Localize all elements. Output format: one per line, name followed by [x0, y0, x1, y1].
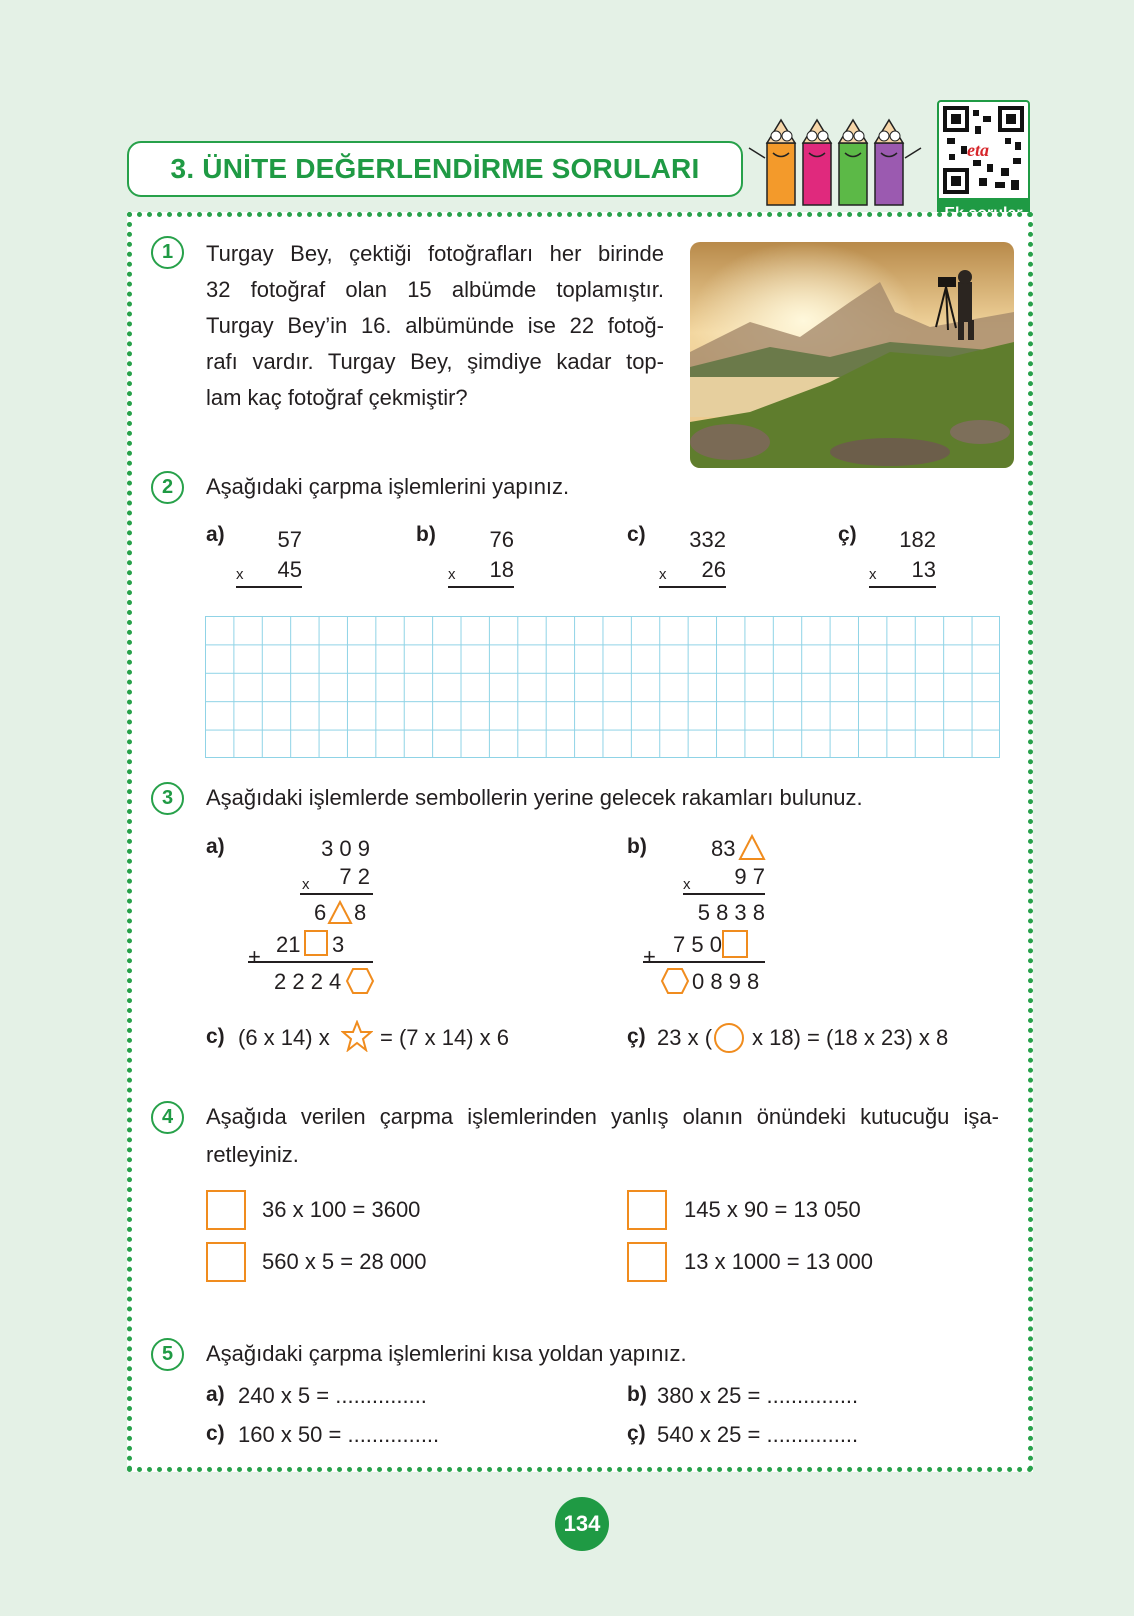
q1-line-4: rafı vardır. Turgay Bey, şimdiye kadar top-	[206, 349, 664, 374]
unit-title-box	[127, 141, 743, 197]
star-symbol	[341, 1020, 373, 1052]
q5-a-expr: 240 x 5 = ...............	[238, 1383, 427, 1408]
q3-b-row2: 9 7	[734, 864, 765, 889]
q3-a-plus: +	[248, 944, 261, 969]
q3-a-x: x	[302, 876, 310, 893]
question-4-line-2: retleyiniz.	[206, 1142, 299, 1167]
q3-b-label: b)	[627, 835, 647, 858]
q3-a-row4-left: 21	[276, 932, 301, 957]
square-symbol	[304, 930, 328, 956]
q2-a-x: x	[236, 566, 244, 583]
q5-b-expr: 380 x 25 = ...............	[657, 1383, 859, 1408]
unit-title: 3. ÜNİTE DEĞERLENDİRME SORULARI	[170, 153, 700, 184]
q3-c-right: = (7 x 14) x 6	[380, 1025, 510, 1050]
q2-c-bottom: 26	[701, 557, 726, 582]
q2-b-line	[448, 586, 514, 588]
q2-cc-line	[869, 586, 936, 588]
q3-a-line1	[300, 893, 373, 895]
working-grid[interactable]	[205, 616, 1000, 758]
q2-a-line	[236, 586, 302, 588]
q3-b-plus: +	[643, 944, 656, 969]
question-number-5: 5	[151, 1338, 184, 1371]
q3-b-row1: 83	[711, 836, 736, 861]
answer-checkbox-3[interactable]	[206, 1242, 246, 1282]
q4-option-1: 36 x 100 = 3600	[262, 1197, 421, 1222]
hexagon-symbol	[345, 967, 375, 995]
q2-cc-bottom: 13	[911, 557, 936, 582]
q1-line-3: Turgay Bey’in 16. albümünde ise 22 fotoğ-	[206, 313, 664, 338]
triangle-symbol	[738, 834, 766, 862]
question-3-text: Aşağıdaki işlemlerde sembollerin yerine gelecek rakamları bulunuz.	[206, 785, 863, 810]
triangle-symbol	[327, 900, 353, 926]
q2-b-bottom: 18	[489, 557, 514, 582]
q1-line-1: Turgay Bey, çektiği fotoğrafları her birinde	[206, 241, 664, 266]
q2-c-line	[659, 586, 726, 588]
q3-a-row3-left: 6	[314, 900, 327, 925]
q3-a-row5: 2 2 2 4	[274, 969, 342, 994]
q3-b-line1	[683, 893, 765, 895]
question-5-text: Aşağıdaki çarpma işlemlerini kısa yoldan yapınız.	[206, 1341, 687, 1366]
pencil-purple	[875, 120, 903, 205]
landscape-image	[690, 242, 1014, 468]
q2-b-label: b)	[416, 523, 436, 546]
q3-cc-label: ç)	[627, 1025, 646, 1048]
q2-cc-label: ç)	[838, 523, 857, 546]
q5-c-label: c)	[206, 1422, 225, 1445]
question-number-2: 2	[151, 471, 184, 504]
q2-cc-top: 182	[899, 527, 936, 552]
q3-cc-left: 23 x (	[657, 1025, 713, 1050]
answer-checkbox-4[interactable]	[627, 1242, 667, 1282]
q5-cc-expr: 540 x 25 = ...............	[657, 1422, 859, 1447]
q5-a-label: a)	[206, 1383, 225, 1406]
q3-b-row4: 7 5 0	[673, 932, 722, 957]
q3-c-label: c)	[206, 1025, 225, 1048]
q3-a-row1: 3 0 9	[321, 836, 370, 861]
q2-b-top: 76	[489, 527, 514, 552]
q3-a-row3-right: 8	[354, 900, 367, 925]
q3-a-row4-right: 3	[332, 932, 345, 957]
question-2-text: Aşağıdaki çarpma işlemlerini yapınız.	[206, 474, 570, 499]
photographer-landscape-photo	[690, 242, 1014, 468]
page-number: 134	[555, 1497, 609, 1551]
answer-checkbox-1[interactable]	[206, 1190, 246, 1230]
q2-c-x: x	[659, 566, 667, 583]
q2-cc-x: x	[869, 566, 877, 583]
pencil-mascots-illustration	[745, 108, 925, 218]
q4-option-2: 145 x 90 = 13 050	[684, 1197, 861, 1222]
q1-line-2: 32 fotoğraf olan 15 albümde toplamıştır.	[206, 277, 664, 302]
q3-b-row3: 5 8 3 8	[697, 900, 765, 925]
q5-c-expr: 160 x 50 = ...............	[238, 1422, 440, 1447]
question-number-4: 4	[151, 1101, 184, 1134]
answer-checkbox-2[interactable]	[627, 1190, 667, 1230]
q3-cc-right: x 18) = (18 x 23) x 8	[752, 1025, 949, 1050]
q2-b-x: x	[448, 566, 456, 583]
q5-cc-label: ç)	[627, 1422, 646, 1445]
pencil-green	[839, 120, 867, 205]
circle-symbol	[712, 1021, 746, 1055]
pencil-orange	[767, 120, 795, 205]
q2-c-top: 332	[689, 527, 726, 552]
q3-b-line2	[643, 961, 765, 963]
q2-a-label: a)	[206, 523, 225, 546]
q3-b-x: x	[683, 876, 691, 893]
qr-logo: eta	[967, 140, 989, 160]
question-number-1: 1	[151, 236, 184, 269]
q3-b-row5: 0 8 9 8	[692, 969, 760, 994]
question-1-text	[206, 236, 664, 416]
q3-a-row2: 7 2	[339, 864, 370, 889]
q1-line-5: lam kaç fotoğraf çekmiştir?	[206, 385, 468, 410]
q5-b-label: b)	[627, 1383, 647, 1406]
q3-a-label: a)	[206, 835, 225, 858]
q4-option-3: 560 x 5 = 28 000	[262, 1249, 427, 1274]
q2-a-top: 57	[277, 527, 302, 552]
question-number-3: 3	[151, 782, 184, 815]
q3-a-line2	[248, 961, 373, 963]
qr-code[interactable]	[937, 100, 1030, 200]
hexagon-symbol	[660, 967, 690, 995]
question-4-line-1: Aşağıda verilen çarpma işlemlerinden yanlış olanın önündeki kutucuğu işa-	[206, 1104, 999, 1129]
q2-a-bottom: 45	[277, 557, 302, 582]
q4-option-4: 13 x 1000 = 13 000	[684, 1249, 873, 1274]
q3-c-left: (6 x 14) x	[238, 1025, 330, 1050]
pencil-pink	[803, 120, 831, 205]
square-symbol	[722, 930, 748, 958]
q2-c-label: c)	[627, 523, 646, 546]
